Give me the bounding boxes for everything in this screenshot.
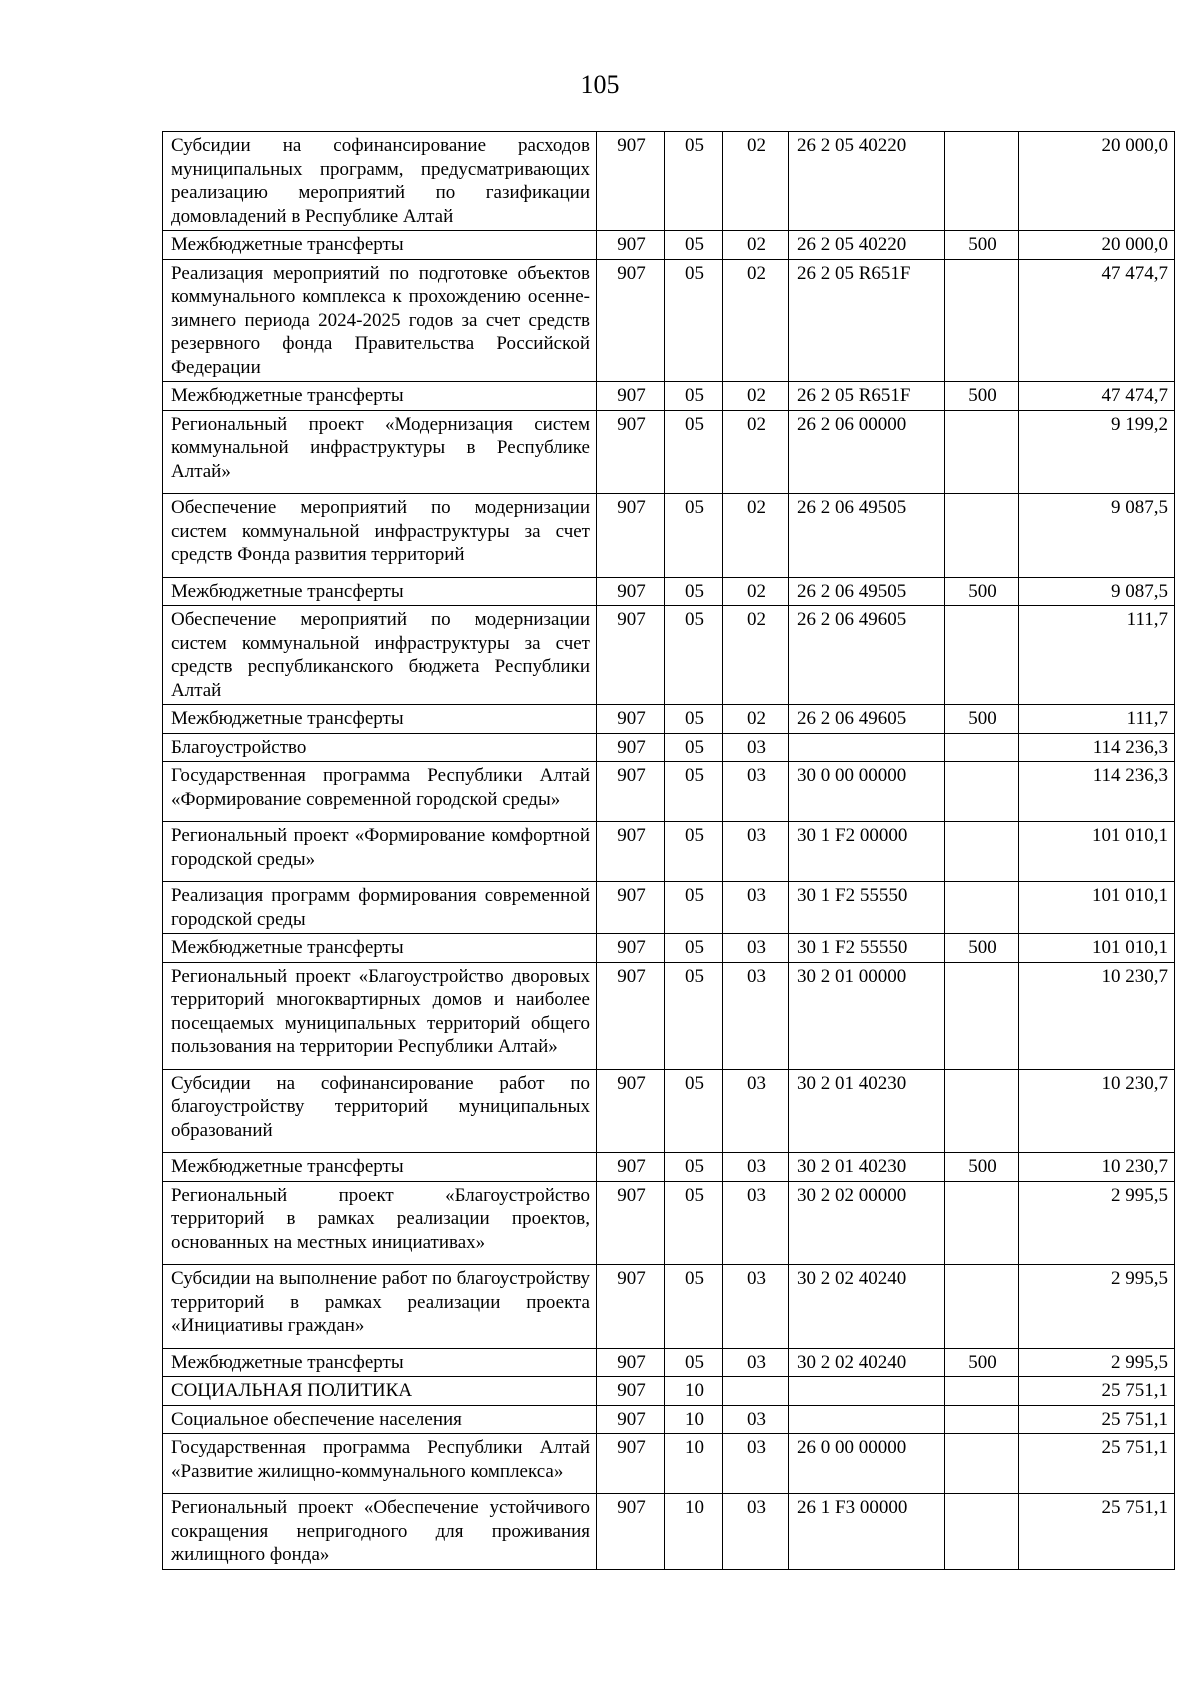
- grbs-code-cell: 907: [597, 1348, 665, 1377]
- target-article-cell: 30 2 01 40230: [789, 1069, 945, 1153]
- row-name-cell: Социальное обеспечение населения: [163, 1405, 597, 1434]
- budget-table: [162, 131, 1175, 1570]
- expense-type-cell: [945, 882, 1019, 934]
- expense-type-cell: 500: [945, 934, 1019, 963]
- grbs-code-cell: 907: [597, 1181, 665, 1265]
- table-row: [163, 962, 1175, 1069]
- grbs-code-cell: 907: [597, 132, 665, 231]
- table-row: [163, 1265, 1175, 1349]
- amount-cell: 9 087,5: [1019, 577, 1175, 606]
- target-article-cell: 26 2 06 00000: [789, 410, 945, 494]
- target-article-cell: 26 2 05 40220: [789, 132, 945, 231]
- row-name-cell: Обеспечение мероприятий по модернизации систем коммунальной инфраструктуры за счет средств Фонда развития территорий: [163, 494, 597, 578]
- target-article-cell: 26 2 06 49505: [789, 577, 945, 606]
- row-name-cell: Межбюджетные трансферты: [163, 1348, 597, 1377]
- subsection-code-cell: 02: [723, 231, 789, 260]
- target-article-cell: 30 2 02 40240: [789, 1348, 945, 1377]
- table-row: [163, 1153, 1175, 1182]
- expense-type-cell: 500: [945, 1153, 1019, 1182]
- row-name-cell: Субсидии на софинансирование работ по благоустройству территорий муниципальных образований: [163, 1069, 597, 1153]
- subsection-code-cell: 02: [723, 410, 789, 494]
- amount-cell: 10 230,7: [1019, 1153, 1175, 1182]
- grbs-code-cell: 907: [597, 410, 665, 494]
- amount-cell: 25 751,1: [1019, 1377, 1175, 1406]
- amount-cell: 111,7: [1019, 705, 1175, 734]
- subsection-code-cell: 03: [723, 1181, 789, 1265]
- amount-cell: 114 236,3: [1019, 762, 1175, 822]
- row-name-cell: Региональный проект «Обеспечение устойчивого сокращения непригодного для проживания жилищного фонда»: [163, 1494, 597, 1570]
- subsection-code-cell: 03: [723, 1069, 789, 1153]
- section-code-cell: 05: [665, 1069, 723, 1153]
- subsection-code-cell: 03: [723, 1265, 789, 1349]
- amount-cell: 111,7: [1019, 606, 1175, 705]
- grbs-code-cell: 907: [597, 1377, 665, 1406]
- row-name-cell: Межбюджетные трансферты: [163, 934, 597, 963]
- subsection-code-cell: 03: [723, 1153, 789, 1182]
- table-row: [163, 733, 1175, 762]
- subsection-code-cell: 03: [723, 762, 789, 822]
- row-name-cell: Субсидии на софинансирование расходов муниципальных программ, предусматривающих реализацию мероприятий по газификации домовладений в Республике Алтай: [163, 132, 597, 231]
- row-name-cell: Региональный проект «Благоустройство территорий в рамках реализации проектов, основанных на местных инициативах»: [163, 1181, 597, 1265]
- table-row: [163, 382, 1175, 411]
- expense-type-cell: [945, 132, 1019, 231]
- subsection-code-cell: 03: [723, 882, 789, 934]
- section-code-cell: 05: [665, 934, 723, 963]
- table-row: [163, 1348, 1175, 1377]
- section-code-cell: 05: [665, 606, 723, 705]
- target-article-cell: 30 1 F2 55550: [789, 934, 945, 963]
- section-code-cell: 05: [665, 494, 723, 578]
- row-name-cell: Субсидии на выполнение работ по благоустройству территорий в рамках реализации проекта «Инициативы граждан»: [163, 1265, 597, 1349]
- subsection-code-cell: 02: [723, 494, 789, 578]
- row-name-cell: Реализация программ формирования современной городской среды: [163, 882, 597, 934]
- table-row: [163, 1069, 1175, 1153]
- subsection-code-cell: 02: [723, 606, 789, 705]
- grbs-code-cell: 907: [597, 1153, 665, 1182]
- section-code-cell: 05: [665, 231, 723, 260]
- target-article-cell: 30 2 01 40230: [789, 1153, 945, 1182]
- grbs-code-cell: 907: [597, 962, 665, 1069]
- amount-cell: 47 474,7: [1019, 382, 1175, 411]
- target-article-cell: 26 2 06 49505: [789, 494, 945, 578]
- amount-cell: 25 751,1: [1019, 1434, 1175, 1494]
- row-name-cell: Межбюджетные трансферты: [163, 1153, 597, 1182]
- section-code-cell: 05: [665, 705, 723, 734]
- budget-table-body: [163, 132, 1175, 1570]
- subsection-code-cell: 03: [723, 962, 789, 1069]
- section-code-cell: 10: [665, 1405, 723, 1434]
- subsection-code-cell: 02: [723, 705, 789, 734]
- section-code-cell: 10: [665, 1377, 723, 1406]
- expense-type-cell: 500: [945, 577, 1019, 606]
- amount-cell: 101 010,1: [1019, 934, 1175, 963]
- amount-cell: 101 010,1: [1019, 822, 1175, 882]
- section-code-cell: 05: [665, 132, 723, 231]
- subsection-code-cell: 03: [723, 1434, 789, 1494]
- grbs-code-cell: 907: [597, 733, 665, 762]
- target-article-cell: 26 1 F3 00000: [789, 1494, 945, 1570]
- grbs-code-cell: 907: [597, 1434, 665, 1494]
- section-code-cell: 05: [665, 259, 723, 382]
- table-row: [163, 1181, 1175, 1265]
- target-article-cell: 26 2 05 R651F: [789, 259, 945, 382]
- table-row: [163, 1377, 1175, 1406]
- grbs-code-cell: 907: [597, 822, 665, 882]
- expense-type-cell: [945, 1494, 1019, 1570]
- expense-type-cell: [945, 733, 1019, 762]
- subsection-code-cell: 03: [723, 1348, 789, 1377]
- row-name-cell: СОЦИАЛЬНАЯ ПОЛИТИКА: [163, 1377, 597, 1406]
- section-code-cell: 05: [665, 410, 723, 494]
- target-article-cell: 30 2 02 00000: [789, 1181, 945, 1265]
- target-article-cell: 30 1 F2 55550: [789, 882, 945, 934]
- expense-type-cell: [945, 1265, 1019, 1349]
- grbs-code-cell: 907: [597, 882, 665, 934]
- page-number: 105: [580, 70, 620, 99]
- row-name-cell: Региональный проект «Благоустройство дворовых территорий многоквартирных домов и наиболее посещаемых муниципальных территорий общего пользования на территории Республики Алтай»: [163, 962, 597, 1069]
- table-row: [163, 1494, 1175, 1570]
- subsection-code-cell: [723, 1377, 789, 1406]
- grbs-code-cell: 907: [597, 577, 665, 606]
- row-name-cell: Межбюджетные трансферты: [163, 705, 597, 734]
- section-code-cell: 05: [665, 1181, 723, 1265]
- section-code-cell: 10: [665, 1494, 723, 1570]
- target-article-cell: 30 0 00 00000: [789, 762, 945, 822]
- table-row: [163, 1434, 1175, 1494]
- amount-cell: 20 000,0: [1019, 132, 1175, 231]
- amount-cell: 25 751,1: [1019, 1494, 1175, 1570]
- expense-type-cell: 500: [945, 231, 1019, 260]
- amount-cell: 9 199,2: [1019, 410, 1175, 494]
- section-code-cell: 05: [665, 733, 723, 762]
- row-name-cell: Благоустройство: [163, 733, 597, 762]
- amount-cell: 114 236,3: [1019, 733, 1175, 762]
- section-code-cell: 05: [665, 762, 723, 822]
- grbs-code-cell: 907: [597, 259, 665, 382]
- table-row: [163, 410, 1175, 494]
- section-code-cell: 05: [665, 382, 723, 411]
- table-row: [163, 494, 1175, 578]
- section-code-cell: 05: [665, 577, 723, 606]
- amount-cell: 10 230,7: [1019, 1069, 1175, 1153]
- expense-type-cell: [945, 259, 1019, 382]
- subsection-code-cell: 03: [723, 822, 789, 882]
- table-row: [163, 231, 1175, 260]
- grbs-code-cell: 907: [597, 1265, 665, 1349]
- target-article-cell: 26 2 05 R651F: [789, 382, 945, 411]
- table-row: [163, 822, 1175, 882]
- section-code-cell: 10: [665, 1434, 723, 1494]
- subsection-code-cell: 02: [723, 259, 789, 382]
- grbs-code-cell: 907: [597, 606, 665, 705]
- grbs-code-cell: 907: [597, 231, 665, 260]
- amount-cell: 2 995,5: [1019, 1348, 1175, 1377]
- subsection-code-cell: 02: [723, 382, 789, 411]
- expense-type-cell: [945, 1377, 1019, 1406]
- subsection-code-cell: 03: [723, 733, 789, 762]
- table-row: [163, 132, 1175, 231]
- target-article-cell: [789, 733, 945, 762]
- table-row: [163, 606, 1175, 705]
- grbs-code-cell: 907: [597, 1494, 665, 1570]
- table-row: [163, 259, 1175, 382]
- section-code-cell: 05: [665, 882, 723, 934]
- amount-cell: 10 230,7: [1019, 962, 1175, 1069]
- amount-cell: 9 087,5: [1019, 494, 1175, 578]
- amount-cell: 2 995,5: [1019, 1265, 1175, 1349]
- table-row: [163, 882, 1175, 934]
- target-article-cell: 26 0 00 00000: [789, 1434, 945, 1494]
- subsection-code-cell: 02: [723, 132, 789, 231]
- expense-type-cell: [945, 606, 1019, 705]
- expense-type-cell: [945, 1434, 1019, 1494]
- subsection-code-cell: 02: [723, 577, 789, 606]
- expense-type-cell: [945, 1405, 1019, 1434]
- grbs-code-cell: 907: [597, 762, 665, 822]
- expense-type-cell: 500: [945, 382, 1019, 411]
- row-name-cell: Межбюджетные трансферты: [163, 231, 597, 260]
- amount-cell: 47 474,7: [1019, 259, 1175, 382]
- expense-type-cell: [945, 962, 1019, 1069]
- expense-type-cell: [945, 822, 1019, 882]
- row-name-cell: Региональный проект «Формирование комфортной городской среды»: [163, 822, 597, 882]
- grbs-code-cell: 907: [597, 1069, 665, 1153]
- target-article-cell: 26 2 06 49605: [789, 606, 945, 705]
- expense-type-cell: 500: [945, 1348, 1019, 1377]
- table-row: [163, 1405, 1175, 1434]
- row-name-cell: Межбюджетные трансферты: [163, 382, 597, 411]
- expense-type-cell: [945, 494, 1019, 578]
- amount-cell: 25 751,1: [1019, 1405, 1175, 1434]
- table-row: [163, 762, 1175, 822]
- target-article-cell: [789, 1405, 945, 1434]
- amount-cell: 2 995,5: [1019, 1181, 1175, 1265]
- target-article-cell: 26 2 05 40220: [789, 231, 945, 260]
- row-name-cell: Реализация мероприятий по подготовке объектов коммунального комплекса к прохождению осенне-зимнего периода 2024-2025 годов за счет средств резервного фонда Правительства Российской Федерации: [163, 259, 597, 382]
- target-article-cell: 26 2 06 49605: [789, 705, 945, 734]
- grbs-code-cell: 907: [597, 1405, 665, 1434]
- amount-cell: 20 000,0: [1019, 231, 1175, 260]
- target-article-cell: [789, 1377, 945, 1406]
- subsection-code-cell: 03: [723, 934, 789, 963]
- subsection-code-cell: 03: [723, 1494, 789, 1570]
- grbs-code-cell: 907: [597, 705, 665, 734]
- table-row: [163, 705, 1175, 734]
- table-row: [163, 577, 1175, 606]
- amount-cell: 101 010,1: [1019, 882, 1175, 934]
- row-name-cell: Государственная программа Республики Алтай «Развитие жилищно-коммунального комплекса»: [163, 1434, 597, 1494]
- grbs-code-cell: 907: [597, 382, 665, 411]
- expense-type-cell: 500: [945, 705, 1019, 734]
- expense-type-cell: [945, 1181, 1019, 1265]
- grbs-code-cell: 907: [597, 934, 665, 963]
- target-article-cell: 30 1 F2 00000: [789, 822, 945, 882]
- section-code-cell: 05: [665, 1348, 723, 1377]
- expense-type-cell: [945, 410, 1019, 494]
- subsection-code-cell: 03: [723, 1405, 789, 1434]
- section-code-cell: 05: [665, 1265, 723, 1349]
- row-name-cell: Межбюджетные трансферты: [163, 577, 597, 606]
- expense-type-cell: [945, 1069, 1019, 1153]
- row-name-cell: Государственная программа Республики Алтай «Формирование современной городской среды»: [163, 762, 597, 822]
- expense-type-cell: [945, 762, 1019, 822]
- row-name-cell: Обеспечение мероприятий по модернизации систем коммунальной инфраструктуры за счет средств республиканского бюджета Республики Алтай: [163, 606, 597, 705]
- target-article-cell: 30 2 01 00000: [789, 962, 945, 1069]
- section-code-cell: 05: [665, 962, 723, 1069]
- section-code-cell: 05: [665, 822, 723, 882]
- section-code-cell: 05: [665, 1153, 723, 1182]
- table-row: [163, 934, 1175, 963]
- target-article-cell: 30 2 02 40240: [789, 1265, 945, 1349]
- row-name-cell: Региональный проект «Модернизация систем коммунальной инфраструктуры в Республике Алтай»: [163, 410, 597, 494]
- grbs-code-cell: 907: [597, 494, 665, 578]
